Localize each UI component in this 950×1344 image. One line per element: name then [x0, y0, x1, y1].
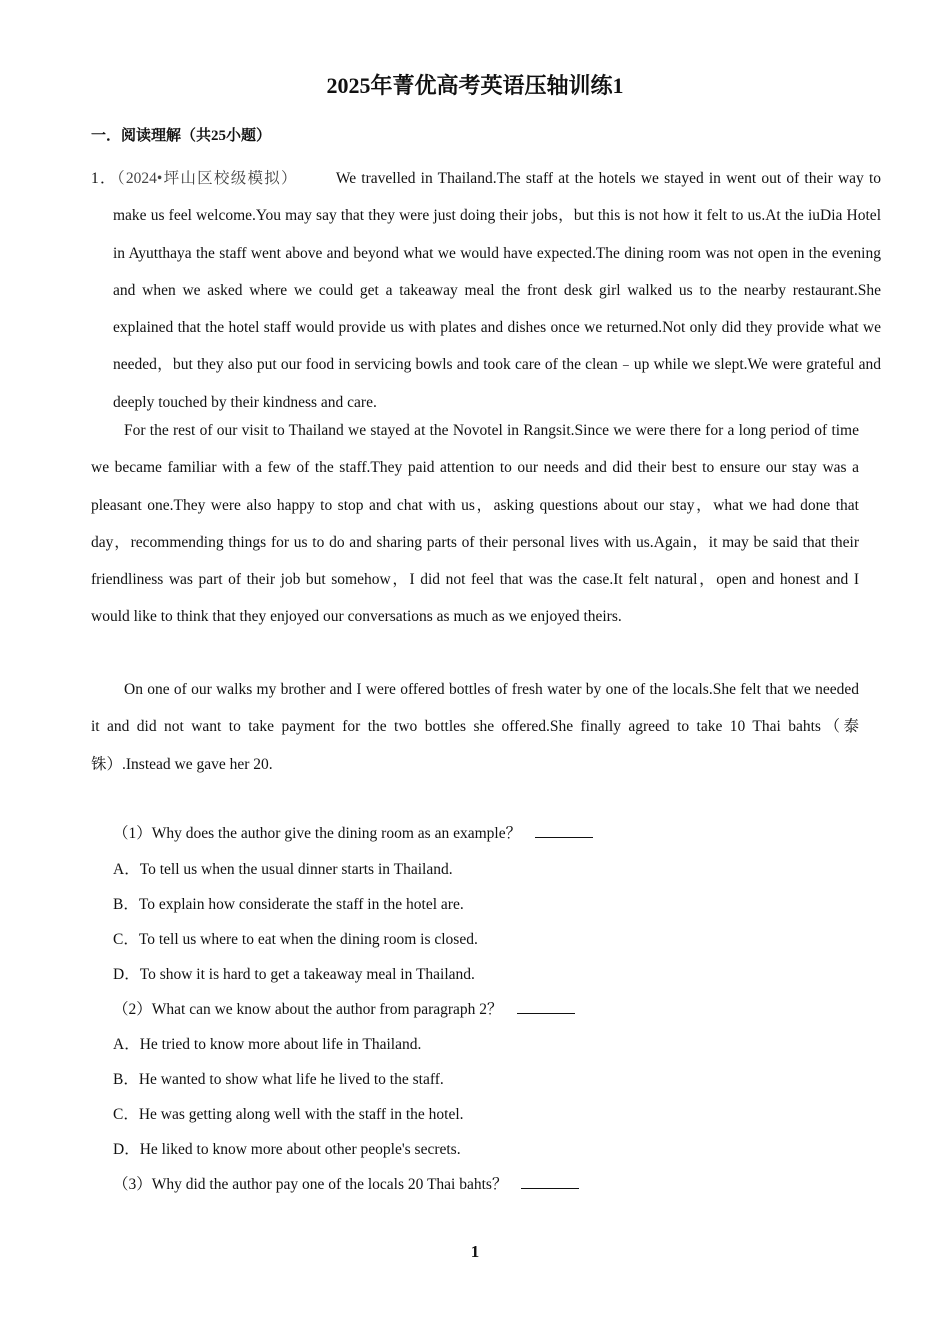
section-heading: 一．阅读理解（共25小题）	[91, 128, 272, 144]
question-1-paragraph-1	[91, 160, 881, 421]
passage-paragraph-2: For the rest of our visit to Thailand we stayed at the Novotel in Rangsit.Since we were there for a long period of time we became familiar with a few of the staff.They paid attention to our needs and did their best to ensure our stay was a pleasant one.They were also happy to stop and chat with us，asking questions about our stay，what we had done that day，recommending things for us to do and sharing parts of their personal lives with us.Again，it may be said that their friendliness was part of their job but somehow，I did not feel that was the case.It felt natural，open and honest and I would like to think that they enjoyed our conversations as much as we enjoyed theirs.	[91, 422, 859, 626]
sub-question-stem: （1）Why does the author give the dining room as an example？	[113, 825, 522, 842]
question-source: （2024•坪山区校级模拟）	[116, 170, 298, 187]
option-1d: D．To show it is hard to get a takeaway meal in Thailand.	[113, 966, 475, 983]
option-1c: C．To tell us where to eat when the dining room is closed.	[113, 931, 478, 948]
option-2a: A．He tried to know more about life in Thailand.	[113, 1036, 422, 1053]
option-2c: C．He was getting along well with the staff in the hotel.	[113, 1106, 464, 1123]
sub-question-3	[113, 1173, 579, 1197]
page-title: 2025年菁优高考英语压轴训练1	[326, 73, 624, 98]
sub-question-stem: （2）What can we know about the author from paragraph 2？	[113, 1001, 503, 1018]
option-1a: A．To tell us when the usual dinner starts in Thailand.	[113, 861, 453, 878]
sub-question-1	[113, 822, 593, 846]
sub-question-stem: （3）Why did the author pay one of the locals 20 Thai bahts？	[113, 1176, 508, 1193]
answer-blank[interactable]	[535, 823, 593, 838]
option-1b: B．To explain how considerate the staff in the hotel are.	[113, 896, 464, 913]
passage-paragraph-3: On one of our walks my brother and I were offered bottles of fresh water by one of the locals.She felt that we needed it and did not want to take payment for the two bottles she offered.She finally agreed to take 10 Thai bahts（泰铢）.Instead we gave her 20.	[91, 681, 859, 773]
passage-paragraph-1: We travelled in Thailand.The staff at the hotels we stayed in went out of their way to make us feel welcome.You may say that they were just doing their jobs，but this is not how it felt to us.At the iuDia Hotel in Ayutthaya the staff went above and beyond what we would have expected.The dining room was not open in the evening and when we asked where we could get a takeaway meal the front desk girl walked us to the nearby restaurant.She explained that the hotel staff would provide us with plates and dishes once we returned.Not only did they provide what we needed，but they also put our food in servicing bowls and took care of the clean﹣up while we slept.We were grateful and deeply touched by their kindness and care.	[113, 170, 881, 411]
page-number: 1	[470, 1242, 480, 1261]
question-number: 1．	[91, 170, 117, 187]
option-2b: B．He wanted to show what life he lived to the staff.	[113, 1071, 444, 1088]
sub-question-2	[113, 998, 575, 1022]
answer-blank[interactable]	[517, 999, 575, 1014]
answer-blank[interactable]	[521, 1174, 579, 1189]
option-2d: D．He liked to know more about other people's secrets.	[113, 1141, 461, 1158]
